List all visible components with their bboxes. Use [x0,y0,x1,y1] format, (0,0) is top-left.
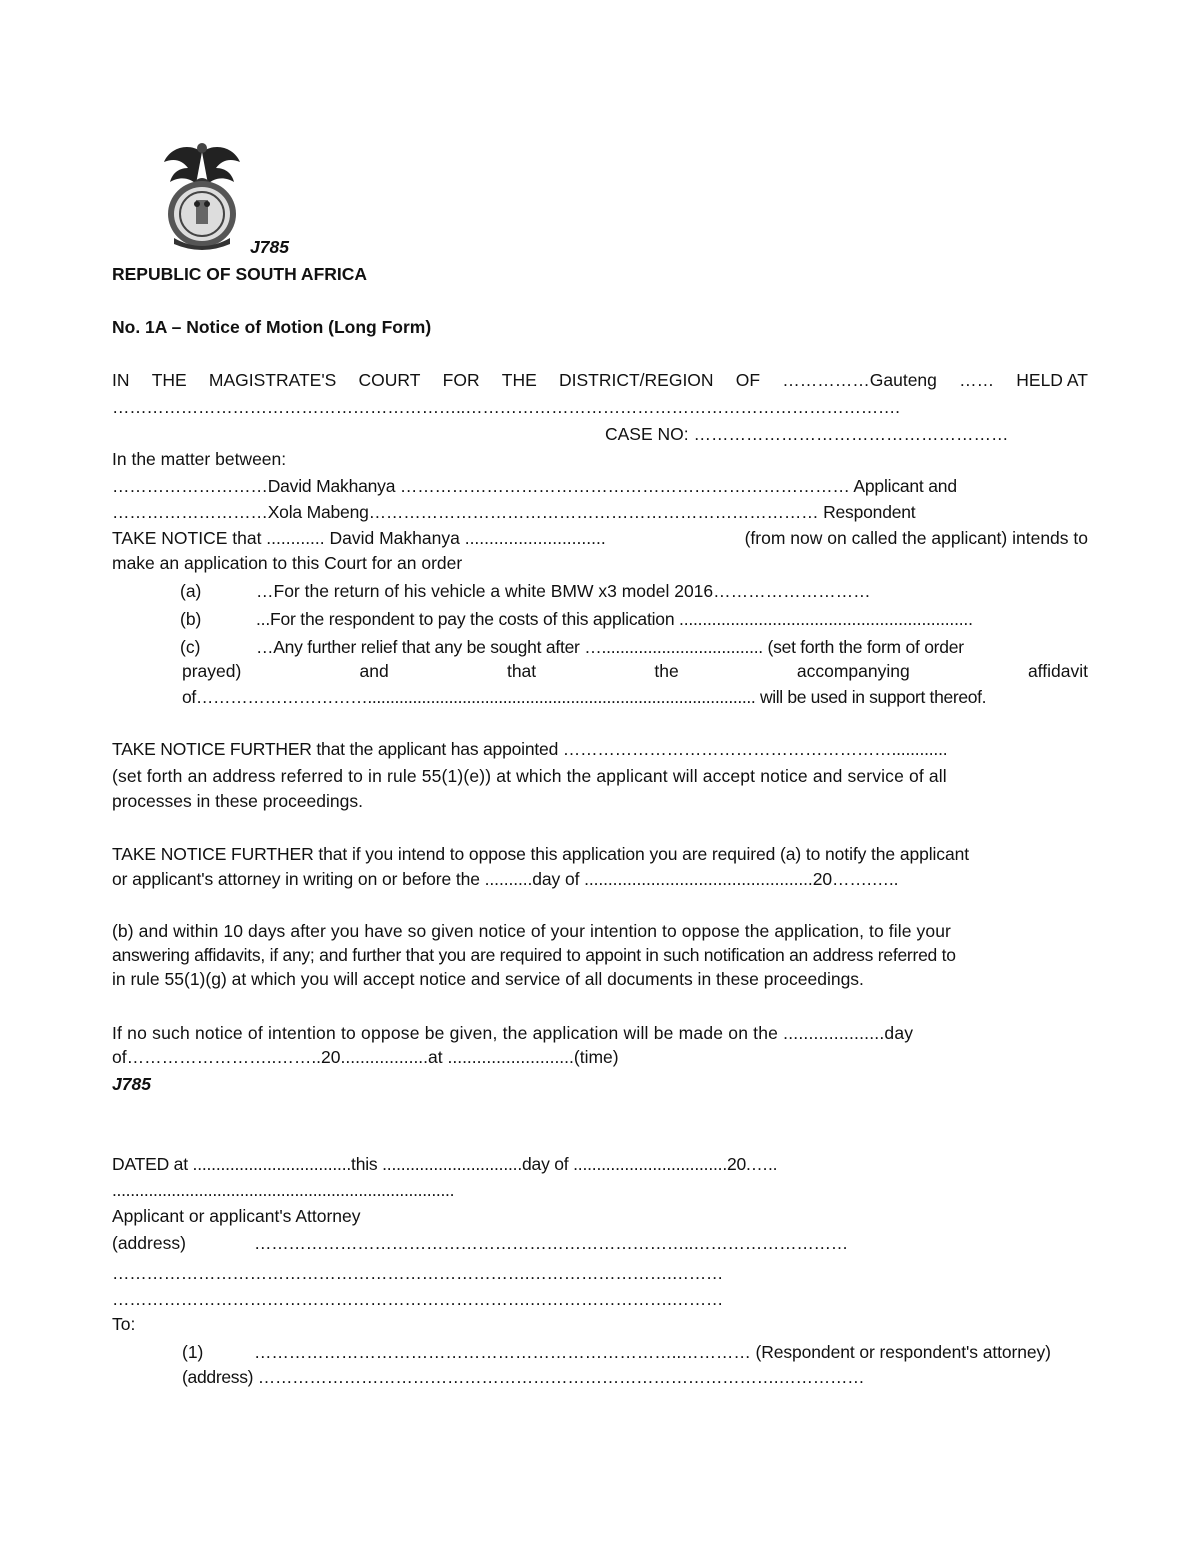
paragraph-b-line-1: (b) and within 10 days after you have so given notice of your intention to oppose the application, to file your [112,921,951,941]
held-at-line: ……………………………………………………..…………………………………………………………………. [112,397,900,417]
further-notice-1-line-3: processes in these proceedings. [112,791,363,811]
address-dots-1: …………………………………………………………………..……………………… [254,1233,848,1253]
notice-line-1-a: TAKE NOTICE that ............ David Makhanya ............................. [112,528,606,548]
order-item-c-text: …Any further relief that any be sought after …................................... (set forth the form of order [256,637,964,657]
case-number: CASE NO: ……………………………………………… [605,424,1009,444]
order-item-b-text: ...For the respondent to pay the costs of this application ............................................................... [256,609,973,629]
form-code: J785 [250,237,289,257]
dated-line: DATED at ..................................this ..............................day of .................................20.….. [112,1154,778,1174]
court-word: THE [151,370,187,390]
to-item-address: (address) ……………………………………………………………………………….…………… [182,1367,865,1387]
court-word: COURT [358,370,421,390]
c2-word: affidavit [1027,661,1088,681]
further-notice-1-line-1: TAKE NOTICE FURTHER that the applicant has appointed …………………………………………………............ [112,739,948,759]
further-notice-2-line-2: or applicant's attorney in writing on or before the ..........day of ................................................20…….….. [112,869,899,889]
court-line [112,369,1088,391]
coat-of-arms-emblem [160,138,244,250]
order-item-a-label: (a) [180,581,202,601]
to-item-label: (1) [182,1342,204,1362]
court-word: THE [501,370,537,390]
notice-line-1-b: (from now on called the applicant) intends to [744,528,1088,548]
form-title: No. 1A – Notice of Motion (Long Form) [112,317,432,337]
court-word: FOR [442,370,480,390]
court-word: MAGISTRATE'S [208,370,337,390]
signature-label: Applicant or applicant's Attorney [112,1206,361,1226]
to-item-text: ………………………………………………………………..………… (Respondent or respondent's attorney) [254,1342,1051,1362]
address-label: (address) [112,1233,186,1253]
court-word: DISTRICT/REGION [558,370,714,390]
order-item-a-text: …For the return of his vehicle a white BMW x3 model 2016……………………… [256,581,871,601]
c2-word: accompanying [796,661,910,681]
district-value: ……………Gauteng [782,370,937,390]
order-item-c-line-2 [182,660,1088,682]
signature-line: ........................................................................... [112,1180,455,1200]
matter-intro: In the matter between: [112,449,287,469]
respondent-line: ………………………Xola Mabeng…………………………………………………………………… Respondent [112,502,916,522]
order-item-b-label: (b) [180,609,202,629]
c2-word: the [654,661,679,681]
further-notice-2-line-1: TAKE NOTICE FURTHER that if you intend to oppose this application you are required (a) to notify the applicant [112,844,969,864]
c2-word: that [506,661,537,681]
paragraph-b-line-3: in rule 55(1)(g) at which you will accept notice and service of all documents in these proceedings. [112,969,864,989]
no-notice-line-1: If no such notice of intention to oppose be given, the application will be made on the ....................day [112,1023,914,1043]
court-word: IN [112,370,130,390]
footer-form-code: J785 [112,1074,151,1094]
address-dots-3: ……………………………………………………………….…………………….……… [112,1289,724,1309]
held-at: HELD AT [1016,370,1088,390]
no-notice-line-2: of……………………..……..20..................at ..........................(time) [112,1047,619,1067]
c2-word: prayed) [182,661,242,681]
further-notice-1-line-2: (set forth an address referred to in rule 55(1)(e)) at which the applicant will accept notice and service of all [112,766,947,786]
court-dots: …… [959,370,995,390]
to-label: To: [112,1314,136,1334]
country-heading: REPUBLIC OF SOUTH AFRICA [112,264,368,284]
order-item-c-label: (c) [180,637,201,657]
order-item-c-line-3: of…………………………...................................................................................... will be used in support thereof. [182,687,987,707]
notice-line-1 [112,527,1088,549]
court-word: OF [735,370,761,390]
notice-line-2: make an application to this Court for an order [112,553,463,573]
address-dots-2: ……………………………………………………………….…………………….……… [112,1263,724,1283]
c2-word: and [359,661,389,681]
paragraph-b-line-2: answering affidavits, if any; and further that you are required to appoint in such notification an address referred to [112,945,956,965]
applicant-line: ………………………David Makhanya …………………………………………………………………… Applicant and [112,476,957,496]
